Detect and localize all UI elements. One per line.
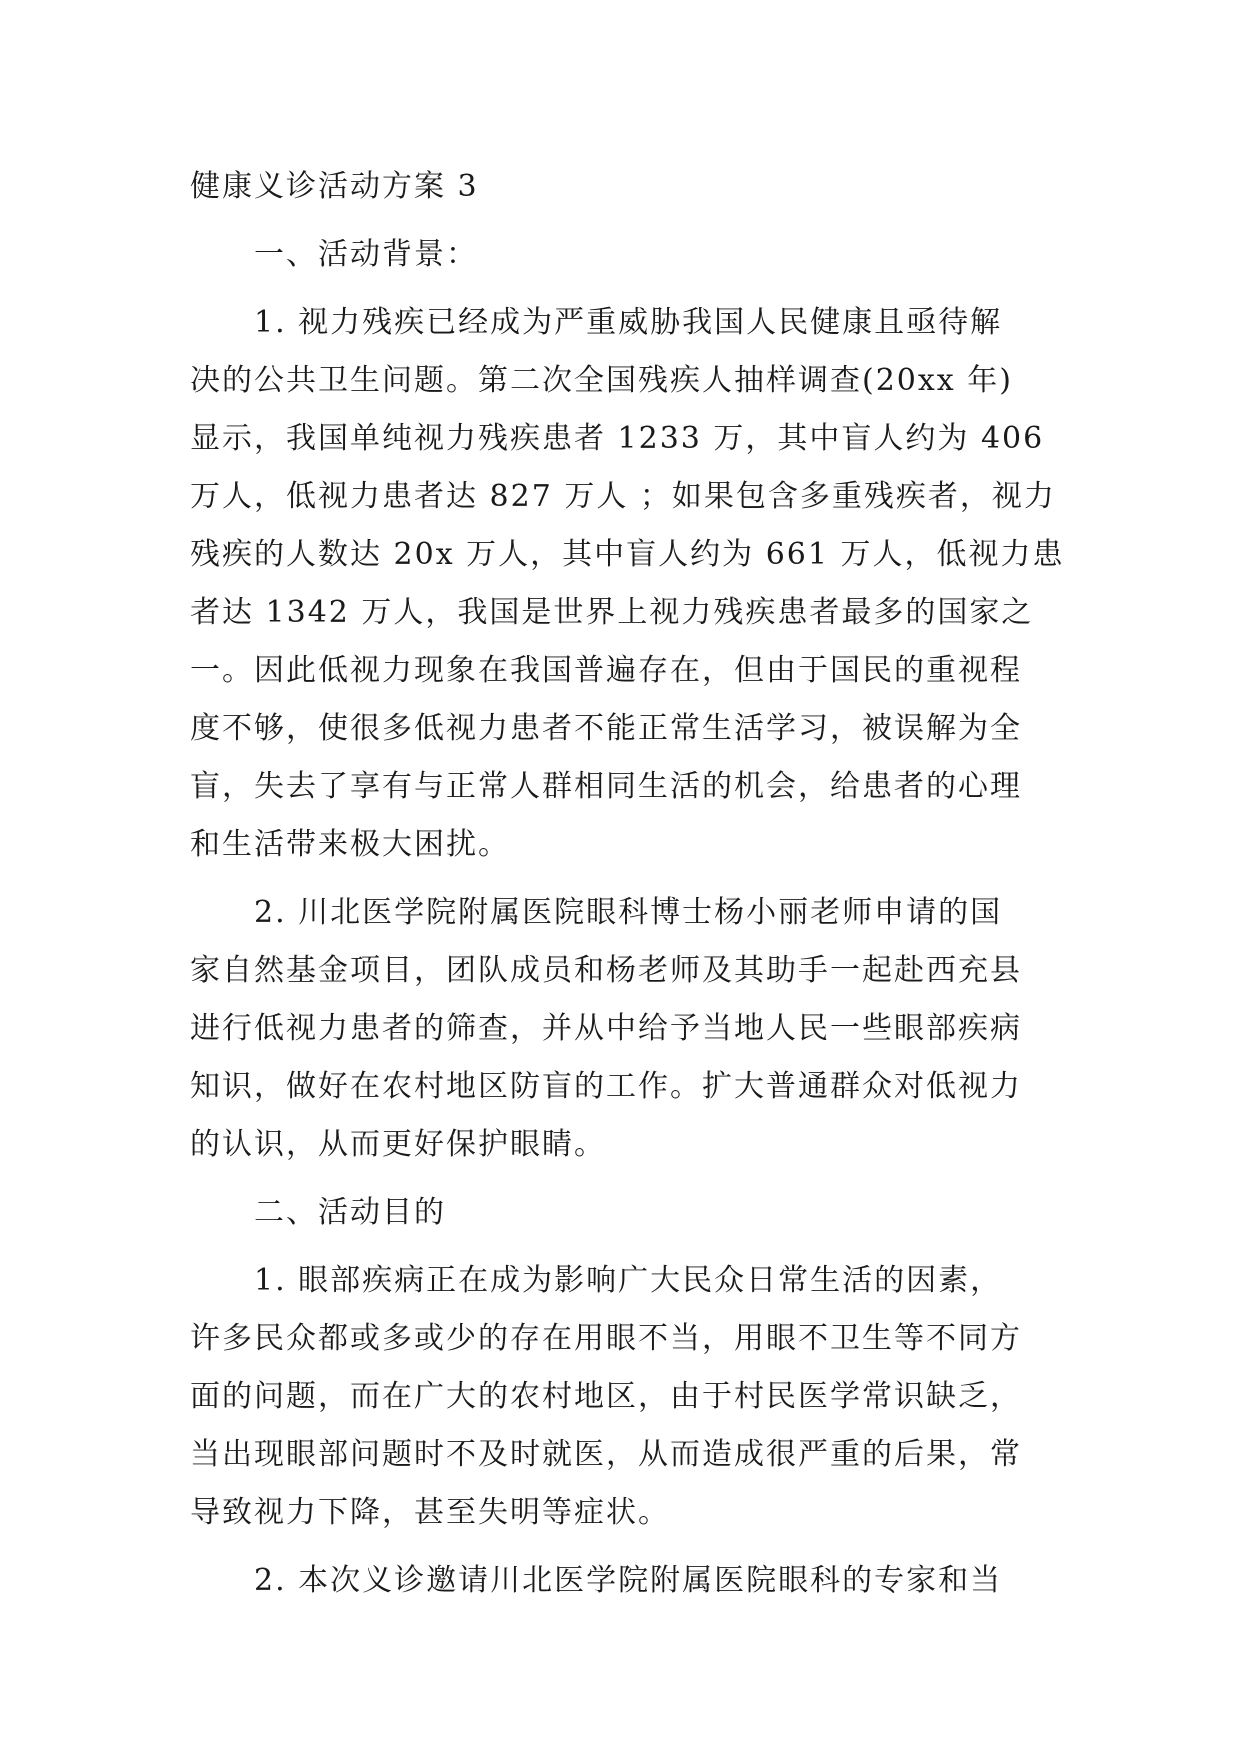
text-line: 二、活动目的 xyxy=(254,1195,446,1230)
text-line: 2. 川北医学院附属医院眼科博士杨小丽老师申请的国 xyxy=(254,895,1003,930)
text-line: 1. 眼部疾病正在成为影响广大民众日常生活的因素， xyxy=(254,1263,1003,1298)
text-line: 盲，失去了享有与正常人群相同生活的机会，给患者的心理 xyxy=(190,769,1022,804)
text-line: 导致视力下降，甚至失明等症状。 xyxy=(190,1495,670,1530)
text-line: 面的问题，而在广大的农村地区，由于村民医学常识缺乏， xyxy=(190,1379,1022,1414)
text-line: 一。因此低视力现象在我国普遍存在，但由于国民的重视程 xyxy=(190,653,1022,688)
text-line: 2. 本次义诊邀请川北医学院附属医院眼科的专家和当 xyxy=(254,1563,1003,1598)
text-line: 度不够，使很多低视力患者不能正常生活学习，被误解为全 xyxy=(190,711,1022,746)
text-line: 知识，做好在农村地区防盲的工作。扩大普通群众对低视力 xyxy=(190,1069,1022,1104)
text-line: 当出现眼部问题时不及时就医，从而造成很严重的后果，常 xyxy=(190,1437,1022,1472)
text-line: 决的公共卫生问题。第二次全国残疾人抽样调查(20xx 年) xyxy=(190,363,1013,398)
text-line: 一、活动背景： xyxy=(254,237,478,272)
text-line: 显示，我国单纯视力残疾患者 1233 万，其中盲人约为 406 xyxy=(190,421,1045,456)
text-line: 万人，低视力患者达 827 万人 ；如果包含多重残疾者，视力 xyxy=(190,479,1056,514)
text-line: 许多民众都或多或少的存在用眼不当，用眼不卫生等不同方 xyxy=(190,1321,1022,1356)
text-line: 1. 视力残疾已经成为严重威胁我国人民健康且亟待解 xyxy=(254,305,1003,340)
section-heading-background xyxy=(190,226,1070,284)
paragraph-purpose-1 xyxy=(190,1252,1070,1542)
paragraph-background-1 xyxy=(190,294,1070,874)
paragraph-background-2 xyxy=(190,884,1070,1174)
section-heading-purpose xyxy=(190,1184,1070,1242)
document-title: 健康义诊活动方案 3 xyxy=(190,169,479,204)
text-line: 的认识，从而更好保护眼睛。 xyxy=(190,1127,606,1162)
text-line: 家自然基金项目，团队成员和杨老师及其助手一起赴西充县 xyxy=(190,953,1022,988)
text-line: 进行低视力患者的筛查，并从中给予当地人民一些眼部疾病 xyxy=(190,1011,1022,1046)
paragraph-purpose-2 xyxy=(190,1552,1070,1610)
text-line: 和生活带来极大困扰。 xyxy=(190,827,510,862)
document-body xyxy=(190,158,1070,1620)
text-line: 者达 1342 万人，我国是世界上视力残疾患者最多的国家之 xyxy=(190,595,1034,630)
text-line: 残疾的人数达 20x 万人，其中盲人约为 661 万人，低视力患 xyxy=(190,537,1065,572)
